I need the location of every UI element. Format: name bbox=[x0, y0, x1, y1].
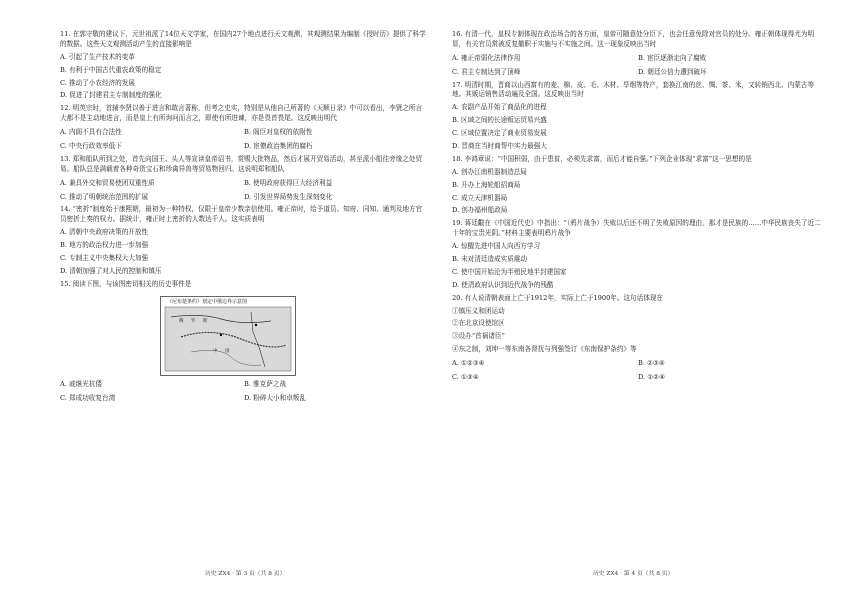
map-label: 国 bbox=[225, 348, 230, 354]
option: A. 农副产品开始了商品化的进程 bbox=[452, 103, 547, 112]
option: B. 使明政府获得巨大经济利益 bbox=[244, 178, 333, 187]
question-stem: 有人说清朝表面上亡于1912年，实际上亡于1900年。这句话体现在 bbox=[464, 293, 664, 302]
question-11 bbox=[60, 30, 428, 101]
option: D. 宦僚政治集团的腐朽 bbox=[244, 142, 313, 151]
question-stem: 在郭守敬的建议下，元世祖派了14位天文学家，在国内27个地点进行天文观测，其观测结果为编制《授时历》提供了科学的数据。这些天文观测活动产生的直接影响是 bbox=[60, 30, 426, 48]
option: B. 有利于中国古代重农政策的稳定 bbox=[60, 65, 162, 74]
option: A. 引起了生产技术的变革 bbox=[60, 52, 135, 61]
map-label: 罗 bbox=[191, 318, 196, 324]
question-stem: “密折”制度始于康熙朝，最初为一种特权，仅限于皇帝少数亲信使用。雍正帝时，给予道员、知府、同知、通判及地方官员密折上奏的权力。据统计，雍正时上密折的人数达千人。这实质表明 bbox=[60, 205, 423, 224]
question-stem: 有清一代，皇权专制体现在政治场合的各方面，皇帝可随意处分臣下，也会任意免除对官员的处分。雍正朝体现得尤为明显，有关官员常被反复撤职于实施与不实施之间。这一现象反映出当时 bbox=[452, 30, 815, 48]
option: D. 创办福州船政局 bbox=[452, 206, 508, 215]
option: A. 惊醒先进中国人向西方学习 bbox=[452, 242, 541, 251]
question-15 bbox=[60, 280, 428, 404]
option: C. 君主专制达到了顶峰 bbox=[452, 67, 521, 76]
question-number: 20. bbox=[452, 293, 463, 302]
option: D. 清朝加强了对人民的控制和镇压 bbox=[60, 266, 162, 275]
option: C. 中央行政效率低下 bbox=[60, 142, 122, 151]
question-number: 16. bbox=[452, 30, 463, 38]
map-label: 斯 bbox=[203, 318, 208, 324]
treaty-map bbox=[160, 296, 296, 376]
option: A. ①②③④ bbox=[452, 359, 485, 368]
map-label: 俄 bbox=[179, 318, 184, 324]
list-item: ③设办“首祸诸臣” bbox=[452, 332, 505, 341]
question-stem: 蒋廷黻在《中国近代史》中指出：“（鸦片战争）失败以后还不明了失败原因的理由，那才是民族的……中华民族丧失了近二十年的宝贵光阴。”材料主要表明鸦片战争 bbox=[452, 219, 821, 238]
question-stem: 阅读下图，与该图密切相关的历史事件是 bbox=[72, 279, 192, 288]
question-stem: 明清时期，晋商以山西富有的麦、棉、皮、毛、木材、旱烟等特产，套换江南的丝、绸、茶、米，又转销西北、内蒙古等地。其贩运销售活动遍及全国。这反映出当时 bbox=[452, 80, 815, 99]
option: B. 开办上海轮船招商局 bbox=[452, 180, 521, 189]
option: B. 雅克萨之战 bbox=[244, 379, 287, 388]
option: C. 区域位置决定了商业贸易发展 bbox=[452, 129, 547, 138]
option: D. 促进了封建君主专制制度的强化 bbox=[60, 91, 162, 100]
map-label: 中 bbox=[213, 348, 218, 354]
option: B. 未对清廷造成实质震动 bbox=[452, 255, 527, 264]
map-title: 《尼布楚条约》划定中俄边界示意图 bbox=[167, 298, 248, 305]
option: C. 专制主义中央集权大大加强 bbox=[60, 254, 149, 263]
right-page bbox=[452, 30, 824, 386]
option: D. 晋商在当时商帮中实力最强大 bbox=[452, 142, 547, 151]
question-19 bbox=[452, 219, 824, 290]
option: C. ①③④ bbox=[452, 373, 479, 382]
option: A. 创办江南机器制造总局 bbox=[452, 167, 527, 176]
question-16 bbox=[452, 30, 824, 78]
question-12 bbox=[60, 104, 428, 152]
option: B. 宦臣逐渐走向了腐败 bbox=[638, 53, 707, 62]
option: B. 阁臣对皇权的依附性 bbox=[244, 128, 313, 137]
question-number: 13. bbox=[60, 154, 71, 163]
option: D. 使清政府认识到近代战争的残酷 bbox=[452, 280, 554, 289]
option: C. 郑成功收复台湾 bbox=[60, 393, 116, 402]
option: D. ①②④ bbox=[638, 373, 665, 382]
question-number: 19. bbox=[452, 219, 463, 228]
map-drawing bbox=[161, 297, 295, 375]
list-item: ④东之制，刘坤一等东南各督抚与列强签订《东南保护条约》等 bbox=[452, 345, 637, 354]
option: B. 区域之间的长途贩运贸易兴盛 bbox=[452, 116, 547, 125]
question-13 bbox=[60, 155, 428, 203]
page-footer: 历史 ZX4 · 第 4 页（共 8 页） bbox=[593, 571, 674, 577]
option: B. 地方的政治权力进一步加强 bbox=[60, 241, 149, 250]
option: A. 清朝中央政府决策的开放性 bbox=[60, 228, 149, 237]
option: C. 成立天津机器局 bbox=[452, 193, 508, 202]
question-number: 14. bbox=[60, 205, 71, 214]
list-item: ①镇压义和团运动 bbox=[452, 306, 505, 315]
question-stem: 明英宗时，首辅李贤以善于进言和敢言著称，但考之史实，特别是从他自己所著的《天顺日录》中可以看出，李贤之所言大都不是主动地进言，而是皇上有所询问而言之，即使有所进谏，亦是畏首畏尾。这反映出明代 bbox=[60, 104, 423, 123]
left-page bbox=[60, 30, 428, 406]
option: D. 朝廷公信力遭到破坏 bbox=[638, 67, 707, 76]
question-stem: 李鸿章说：“中国积弱，由于患贫，必须先求富，而后才能自强。”下列企业体现“求富”这一思想的是 bbox=[464, 154, 752, 163]
question-number: 17. bbox=[452, 80, 463, 89]
option: C. 使中国开始沦为半殖民地半封建国家 bbox=[452, 267, 567, 276]
option: C. 推动了明朝统治范围的扩展 bbox=[60, 192, 149, 201]
option: C. 推动了小农经济的发展 bbox=[60, 78, 135, 87]
option: D. 粉碎大小和卓叛乱 bbox=[244, 393, 306, 402]
question-number: 11. bbox=[60, 30, 71, 38]
question-17 bbox=[452, 81, 824, 152]
list-item: ②在北京设使馆区 bbox=[452, 319, 505, 328]
question-number: 12. bbox=[60, 104, 71, 113]
question-number: 15. bbox=[60, 279, 71, 288]
question-14 bbox=[60, 205, 428, 276]
question-number: 18. bbox=[452, 154, 463, 163]
question-18 bbox=[452, 155, 824, 216]
question-stem: 郑和船队所到之处，首先向国王、头人等宣读皇帝诏书，赏赐大批物品，然后才展开贸易活动，甚至派小船往旁缘之处贸易。船队总是满载着各种奇货宝石和珍禽异兽等贸易物回归。这说明郑和船队 bbox=[60, 154, 423, 173]
option: A. 内阁不具有合法性 bbox=[60, 128, 122, 137]
option: A. 雍正帝弱化法律作用 bbox=[452, 53, 521, 62]
question-20 bbox=[452, 294, 824, 383]
option: A. 兼具外交和贸易使团双重性质 bbox=[60, 178, 155, 187]
option: B. ②③④ bbox=[638, 359, 665, 368]
option: D. 引发世界局势发生深刻变化 bbox=[244, 192, 333, 201]
option: A. 戚继光抗倭 bbox=[60, 379, 102, 388]
page-footer: 历史 ZX4 · 第 3 页（共 8 页） bbox=[205, 571, 286, 577]
